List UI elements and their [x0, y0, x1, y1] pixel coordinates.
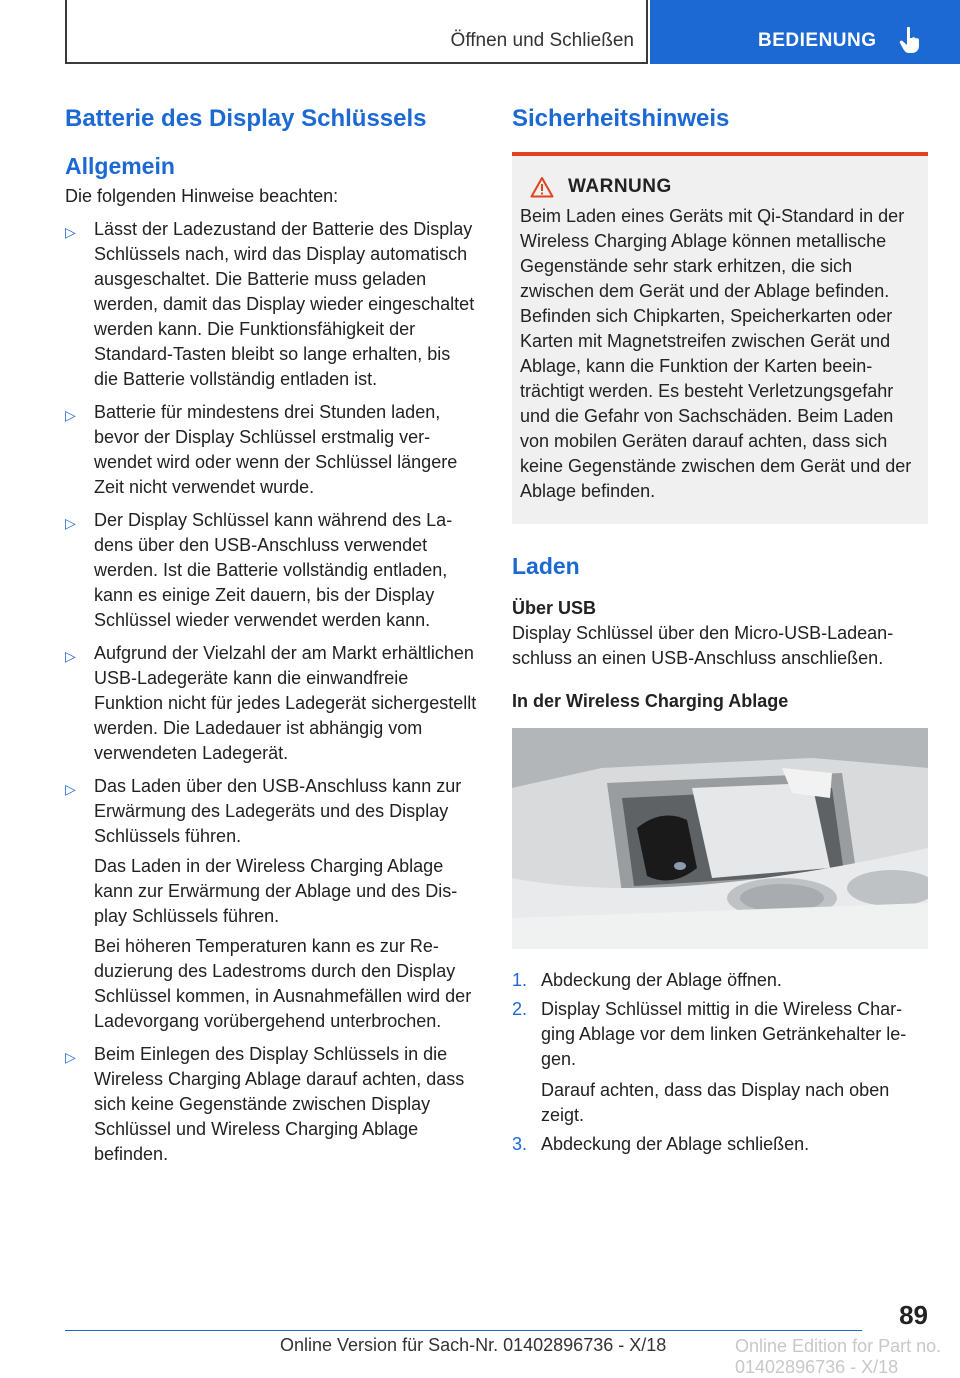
section-label: BEDIENUNG [758, 30, 877, 51]
step-number: 2. [512, 999, 528, 1019]
subsection-title: Allgemein [65, 153, 175, 179]
bullet-triangle-icon: ▷ [65, 224, 76, 240]
footer-divider [65, 1330, 862, 1331]
bullet-triangle-icon: ▷ [65, 781, 76, 797]
bullet-triangle-icon: ▷ [65, 515, 76, 531]
usb-text: Display Schlüssel über den Micro-USB-Ladeanschluss an einen USB-Anschluss anschließen. [512, 623, 894, 668]
chapter-label: Öffnen und Schließen [450, 30, 634, 51]
step-note: Darauf achten, dass das Display nach oben zeigt. [541, 1080, 890, 1125]
list-item: ▷ Beim Einlegen des Display Schlüssels in die Wireless Charging Ablage darauf achten, dass sich keine Gegenstände zwischen Display Schlüssel und Wireless Charging Ablage befinden. [65, 1044, 465, 1164]
step-item: 1. Abdeckung der Ablage öffnen. [512, 968, 926, 993]
list-item: ▷ Lässt der Ladezustand der Batterie des Display Schlüssels nach, wird das Display automatisch ausgeschaltet. Die Batterie muss geladen werden, damit das Display wieder eingeschaltet werden kann. Die Funktionsfähigkeit der Standard-Tasten bleibt so lange erhalten, bis die Batterie vollständig entladen ist. [65, 219, 475, 389]
section-title: Batterie des Display Schlüssels [65, 105, 427, 132]
list-item: ▷ Das Laden über den USB-Anschluss kann zur Erwärmung des Ladegeräts und des Display Schlüssels führen. Das Laden in der Wireless Charging Ablage kann zur Erwärmung der Ablage und des Display Schlüssels führen. Bei höheren Temperaturen kann es zur Reduzierung des Ladestroms durch den Display Schlüssel kommen, in Ausnahmefällen wird der Ladevorgang vorübergehend unterbrochen. [65, 774, 479, 1034]
bullet-triangle-icon: ▷ [65, 648, 76, 664]
step-item: 3. Abdeckung der Ablage schließen. [512, 1132, 926, 1157]
step-list [512, 968, 926, 1157]
list-item-note: Das Laden in der Wireless Charging Ablage kann zur Erwärmung der Ablage und des Display Schlüssels führen. [94, 856, 458, 926]
footer-version: Online Version für Sach-Nr. 01402896736 - X/18 [280, 1335, 667, 1355]
right-column [512, 100, 926, 1157]
step-number: 1. [512, 970, 528, 990]
warning-box [512, 152, 928, 524]
warning-heading: WARNUNG [520, 176, 920, 198]
hand-pointer-icon [898, 26, 922, 59]
section-title: Sicherheitshinweis [512, 105, 730, 132]
step-item: 2. Display Schlüssel mittig in die Wireless Charging Ablage vor dem linken Getränkehalter legen. Darauf achten, dass das Display nach oben zeigt. [512, 997, 926, 1128]
wireless-heading: In der Wireless Charging Ablage [512, 691, 789, 711]
page-number: 89 [899, 1300, 928, 1330]
section-tab [650, 0, 960, 64]
footer-watermark: Online Edition for Part no. 01402896736 - X/18 [735, 1336, 942, 1377]
wireless-charging-tray-photo [512, 728, 928, 949]
list-item: ▷ Aufgrund der Vielzahl der am Markt erhältlichen USB-Ladegeräte kann die einwandfreie Funktion nicht für jedes Ladegerät sichergestellt werden. Die Ladedauer ist abhängig vom verwendeten Ladegerät. [65, 643, 477, 763]
intro-text: Die folgenden Hinweise beachten: [65, 186, 339, 206]
warning-text: Beim Laden eines Geräts mit Qi-Standard in der Wireless Charging Ablage können metallische Gegenstände sehr stark erhitzen, die sich zwischen dem Gerät und der Ablage befinden. Befinden sich Chipkarten, Speicherkarten oder Karten mit Magnetstreifen zwischen Gerät und Ablage, kann die Funktion der Karten beeinträchtigt werden. Es besteht Verletzungsgefahr und die Gefahr von Sachschäden. Beim Laden von mobilen Geräten darauf achten, dass sich keine Gegenstände zwischen dem Gerät und der Ablage befinden. [520, 206, 912, 501]
left-column [65, 100, 479, 1167]
step-number: 3. [512, 1134, 528, 1154]
list-item-note: Bei höheren Temperaturen kann es zur Reduzierung des Ladestroms durch den Display Schlüssel kommen, in Ausnahmefällen wird der Ladevorgang vorübergehend unterbrochen. [94, 936, 472, 1031]
warning-triangle-icon [530, 176, 554, 198]
bullet-triangle-icon: ▷ [65, 1049, 76, 1065]
usb-heading: Über USB [512, 598, 597, 618]
chapter-tab [65, 0, 648, 64]
list-item: ▷ Der Display Schlüssel kann während des Ladens über den USB-Anschluss verwendet werden. Ist die Batterie vollständig entladen, kann es einige Zeit dauern, bis der Display Schlüssel wieder verwendet werden kann. [65, 510, 453, 630]
list-item: ▷ Batterie für mindestens drei Stunden laden, bevor der Display Schlüssel erstmalig verwendet wird oder wenn der Schlüssel längere Zeit nicht verwendet wurde. [65, 402, 458, 497]
bullet-triangle-icon: ▷ [65, 407, 76, 423]
subsection-title: Laden [512, 553, 580, 579]
bullet-list [65, 217, 479, 1167]
